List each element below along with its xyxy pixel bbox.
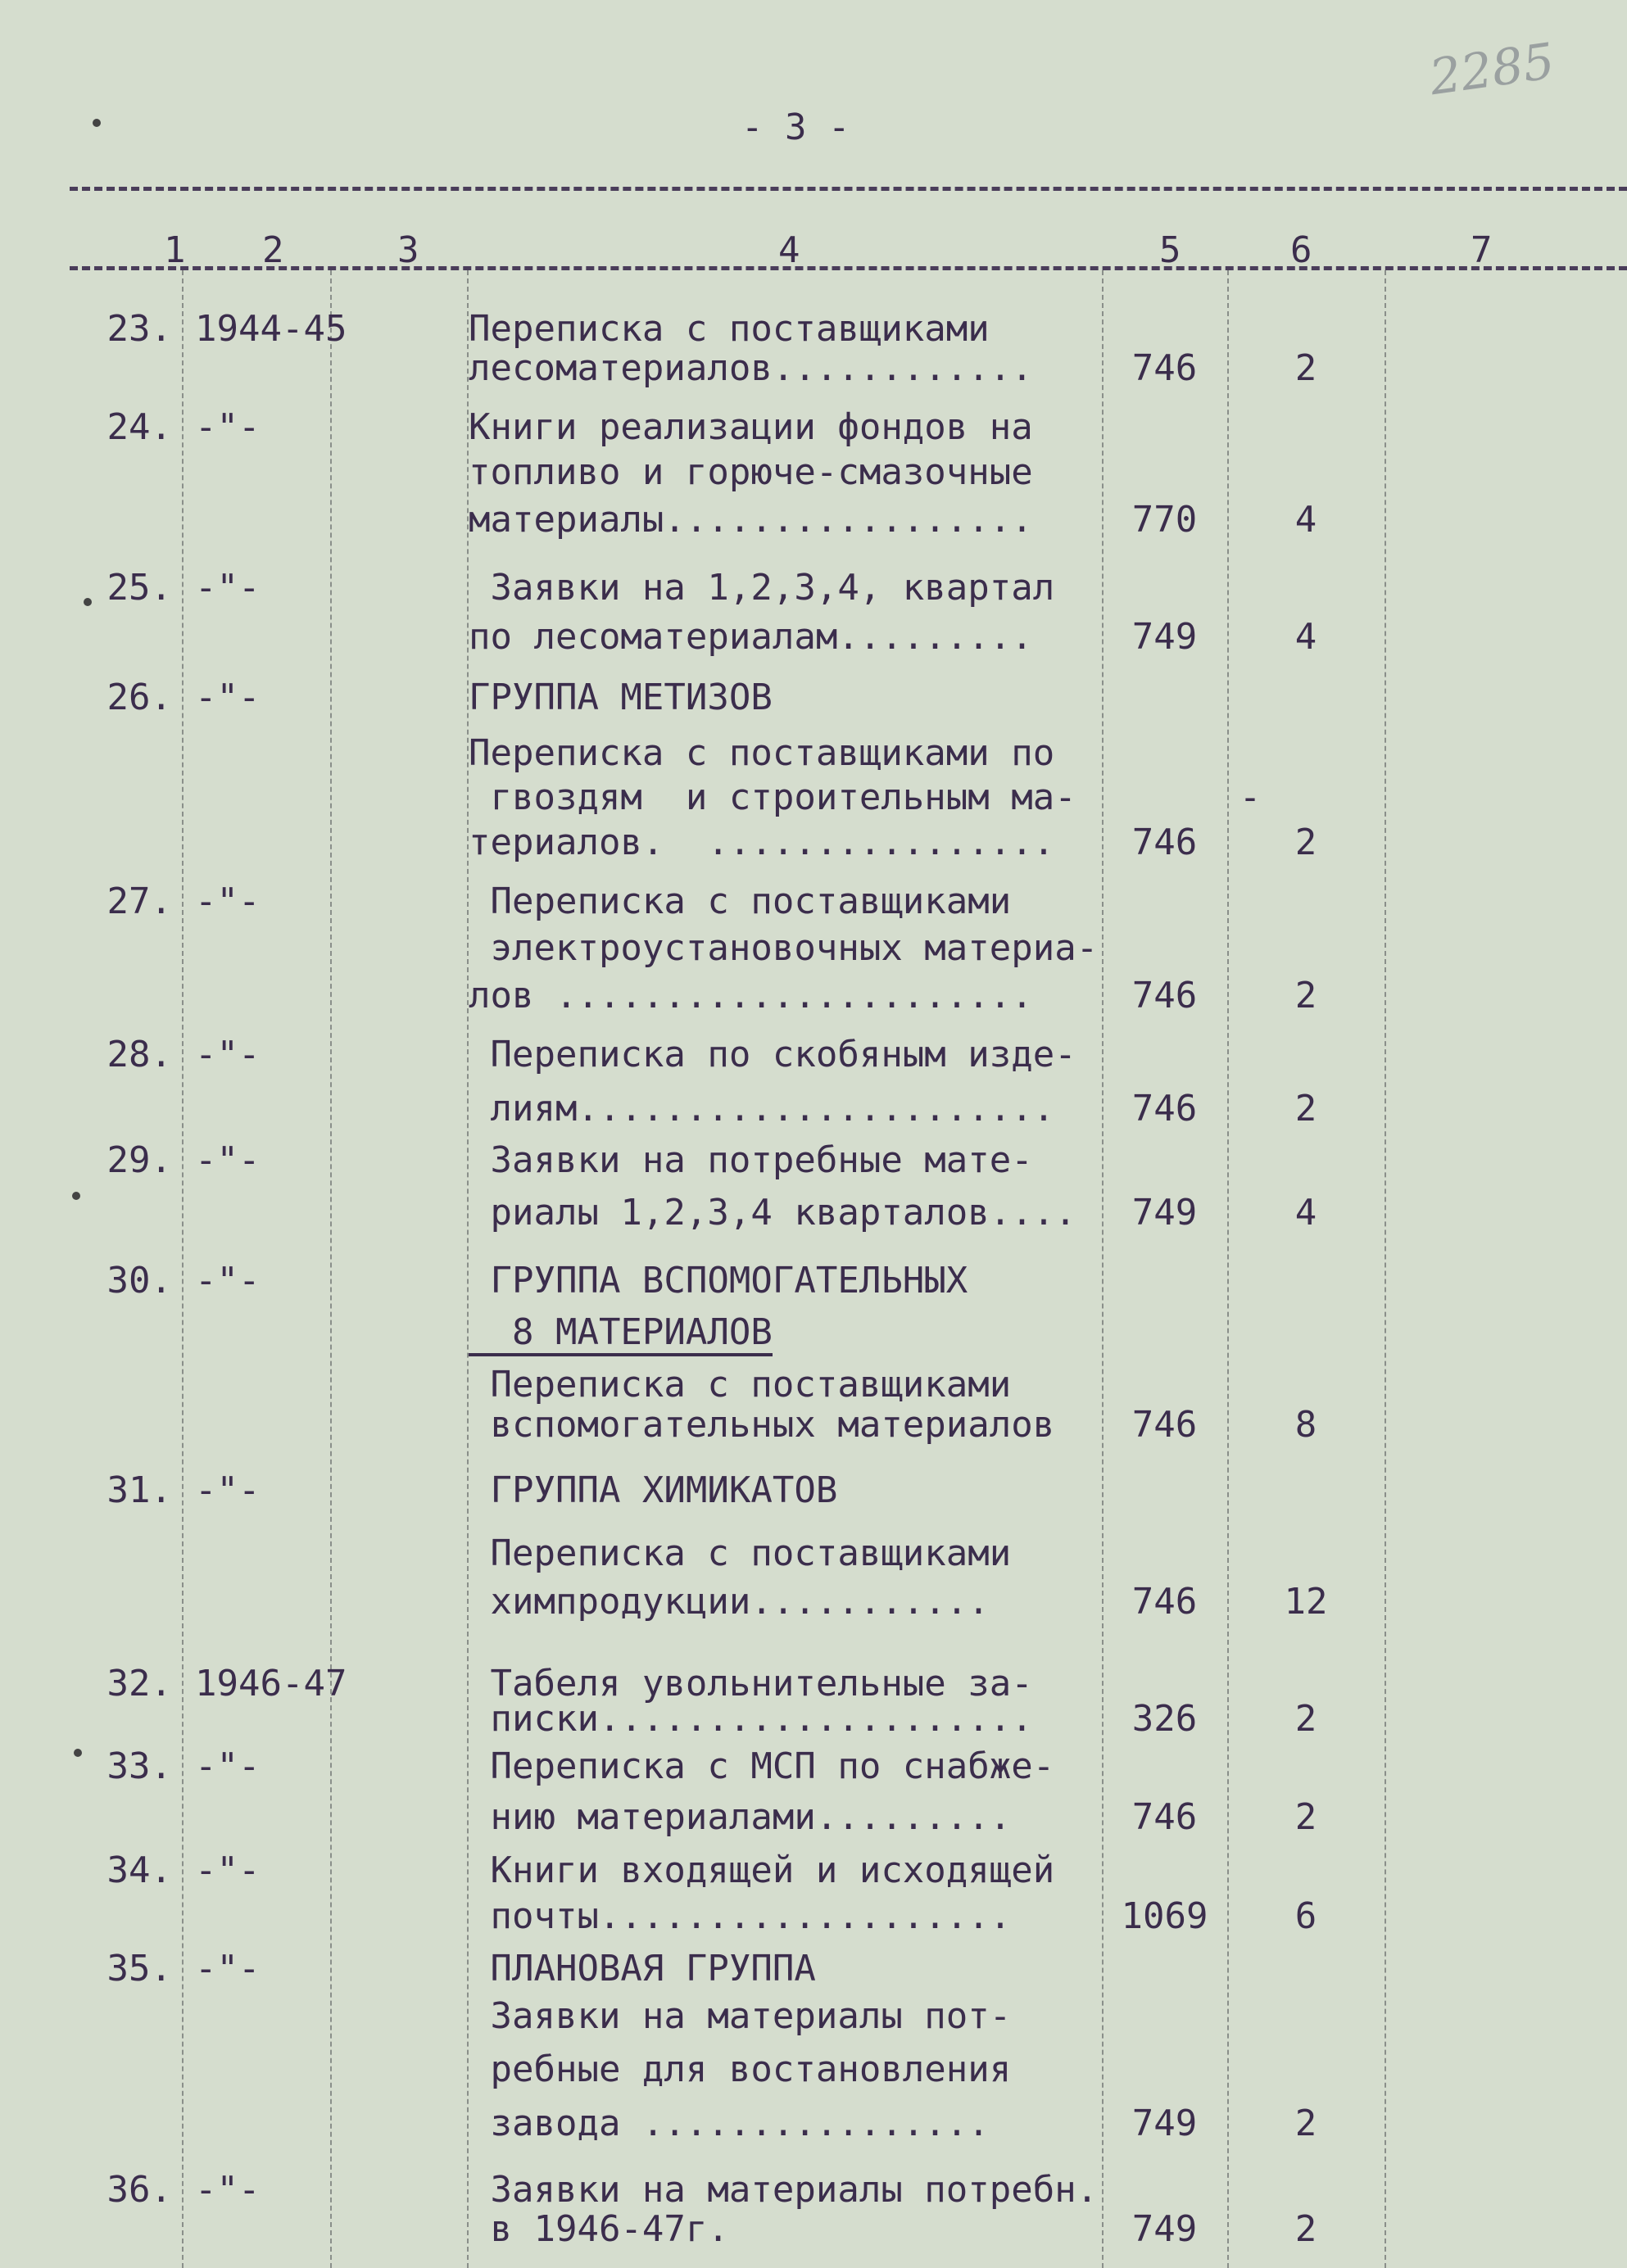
entry-years: -"- — [195, 2169, 261, 2211]
entry-volume: 746 — [1131, 975, 1198, 1016]
entry-description-line: вспомогательных материалов — [469, 1404, 1055, 1446]
column-header-6: 6 — [1290, 229, 1312, 271]
entry-volume: 326 — [1131, 1698, 1198, 1740]
entry-count: 2 — [1294, 1698, 1317, 1740]
entry-volume: 749 — [1131, 1192, 1198, 1234]
column-header-2: 2 — [262, 229, 284, 271]
column-divider — [1102, 270, 1104, 2268]
entry-description-line: Заявки на потребные мате- — [469, 1139, 1033, 1181]
entry-description-line: электроустановочных материа- — [469, 927, 1099, 969]
entry-description-line: писки.................... — [469, 1698, 1033, 1740]
entry-years: -"- — [195, 880, 261, 922]
entry-volume: 749 — [1131, 616, 1198, 658]
entry-number: 31. — [107, 1469, 172, 1511]
entry-years: -"- — [195, 567, 261, 609]
entry-count: 2 — [1294, 822, 1317, 863]
entry-volume: 770 — [1131, 499, 1198, 541]
section-heading: ГРУППА ВСПОМОГАТЕЛЬНЫХ — [469, 1260, 968, 1301]
entry-count: 4 — [1294, 499, 1317, 541]
entry-description-line: завода ................ — [469, 2103, 990, 2144]
entry-years: -"- — [195, 1034, 261, 1075]
entry-description-line: гвоздям и строительным ма- — [469, 776, 1076, 818]
entry-count: 2 — [1294, 2208, 1317, 2250]
entry-description-line: Переписка с поставщиками — [469, 1532, 1012, 1574]
entry-years: -"- — [195, 1469, 261, 1511]
entry-number: 36. — [107, 2169, 172, 2211]
column-divider — [1385, 270, 1386, 2268]
entry-description-line: в 1946-47г. — [469, 2208, 729, 2250]
entry-volume: 746 — [1131, 1404, 1198, 1446]
page-number: - 3 - — [741, 106, 850, 148]
entry-number: 23. — [107, 308, 172, 350]
section-heading-continued: 8 МАТЕРИАЛОВ — [469, 1312, 773, 1356]
entry-years: 1946-47 — [195, 1663, 347, 1704]
entry-number: 35. — [107, 1948, 172, 1990]
entry-number: 24. — [107, 406, 172, 448]
entry-volume: 749 — [1131, 2103, 1198, 2144]
entry-number: 33. — [107, 1745, 172, 1787]
entry-description-line: Переписка с поставщиками по — [469, 732, 1055, 774]
entry-count: 12 — [1284, 1581, 1328, 1623]
column-header-5: 5 — [1159, 229, 1181, 271]
entry-years: -"- — [195, 1849, 261, 1891]
entry-count: 2 — [1294, 1796, 1317, 1838]
entry-number: 28. — [107, 1034, 172, 1075]
entry-description-line: почты................... — [469, 1895, 1012, 1937]
entry-number: 29. — [107, 1139, 172, 1181]
count-mark: - — [1239, 776, 1262, 818]
entry-years: -"- — [195, 1260, 261, 1301]
entry-description-line: Книги входящей и исходящей — [469, 1849, 1055, 1891]
entry-description-line: Книги реализации фондов на — [469, 406, 1033, 448]
entry-number: 27. — [107, 880, 172, 922]
column-divider — [1227, 270, 1229, 2268]
entry-years: -"- — [195, 406, 261, 448]
entry-description-line: Переписка с поставщиками — [469, 880, 1012, 922]
entry-volume: 746 — [1131, 1796, 1198, 1838]
handwritten-folio-number: 2285 — [1425, 32, 1558, 107]
entry-description-line: Переписка с МСП по снабже- — [469, 1745, 1055, 1787]
entry-count: 2 — [1294, 2103, 1317, 2144]
entry-volume: 749 — [1131, 2208, 1198, 2250]
column-header-7: 7 — [1471, 229, 1493, 271]
entry-number: 30. — [107, 1260, 172, 1301]
entry-description-line: Табеля увольнительные за- — [469, 1663, 1033, 1704]
header-rule — [70, 266, 1627, 270]
entry-years: 1944-45 — [195, 308, 347, 350]
entry-count: 4 — [1294, 1192, 1317, 1234]
entry-count: 2 — [1294, 1088, 1317, 1129]
entry-volume: 746 — [1131, 1581, 1198, 1623]
column-header-1: 1 — [164, 229, 186, 271]
entry-description-line: Заявки на 1,2,3,4, квартал — [469, 567, 1055, 609]
punch-hole — [93, 119, 101, 127]
section-heading: ГРУППА МЕТИЗОВ — [469, 677, 773, 718]
entry-description-line: лиям...................... — [469, 1088, 1055, 1129]
entry-description-line: по лесоматериалам......... — [469, 616, 1033, 658]
entry-years: -"- — [195, 1948, 261, 1990]
entry-description-line: териалов. ................ — [469, 822, 1055, 863]
entry-count: 4 — [1294, 616, 1317, 658]
entry-description-line: ребные для востановления — [469, 2048, 1012, 2090]
entry-description-line: материалы................. — [469, 499, 1033, 541]
entry-volume: 746 — [1131, 347, 1198, 389]
entry-description-line: лесоматериалов............ — [469, 347, 1033, 389]
entry-description-line: Переписка с поставщиками — [469, 1364, 1012, 1406]
entry-description-line: Заявки на материалы потребн. — [469, 2169, 1099, 2211]
column-header-4: 4 — [778, 229, 800, 271]
entry-number: 32. — [107, 1663, 172, 1704]
entry-volume: 746 — [1131, 822, 1198, 863]
entry-description-line: химпродукции........... — [469, 1581, 990, 1623]
column-divider — [330, 270, 332, 2268]
entry-number: 25. — [107, 567, 172, 609]
section-heading: ПЛАНОВАЯ ГРУППА — [469, 1948, 816, 1990]
top-rule — [70, 187, 1627, 191]
entry-count: 2 — [1294, 347, 1317, 389]
entry-description-line: нию материалами......... — [469, 1796, 1012, 1838]
entry-description-line: риалы 1,2,3,4 кварталов.... — [469, 1192, 1076, 1234]
entry-volume: 746 — [1131, 1088, 1198, 1129]
column-header-3: 3 — [397, 229, 419, 271]
entry-years: -"- — [195, 1139, 261, 1181]
entry-number: 26. — [107, 677, 172, 718]
entry-description-line: Переписка с поставщиками — [469, 308, 990, 350]
entry-description-line: Заявки на материалы пот- — [469, 1995, 1012, 2037]
entry-years: -"- — [195, 1745, 261, 1787]
entry-description-line: лов ...................... — [469, 975, 1033, 1016]
entry-volume: 1069 — [1121, 1895, 1208, 1937]
column-divider — [182, 270, 184, 2268]
section-heading: ГРУППА ХИМИКАТОВ — [469, 1469, 838, 1511]
punch-hole — [72, 1192, 80, 1200]
entry-count: 2 — [1294, 975, 1317, 1016]
entry-description-line: Переписка по скобяным изде- — [469, 1034, 1076, 1075]
entry-years: -"- — [195, 677, 261, 718]
entry-count: 6 — [1294, 1895, 1317, 1937]
entry-count: 8 — [1294, 1404, 1317, 1446]
entry-number: 34. — [107, 1849, 172, 1891]
entry-description-line: топливо и горюче-смазочные — [469, 451, 1033, 493]
